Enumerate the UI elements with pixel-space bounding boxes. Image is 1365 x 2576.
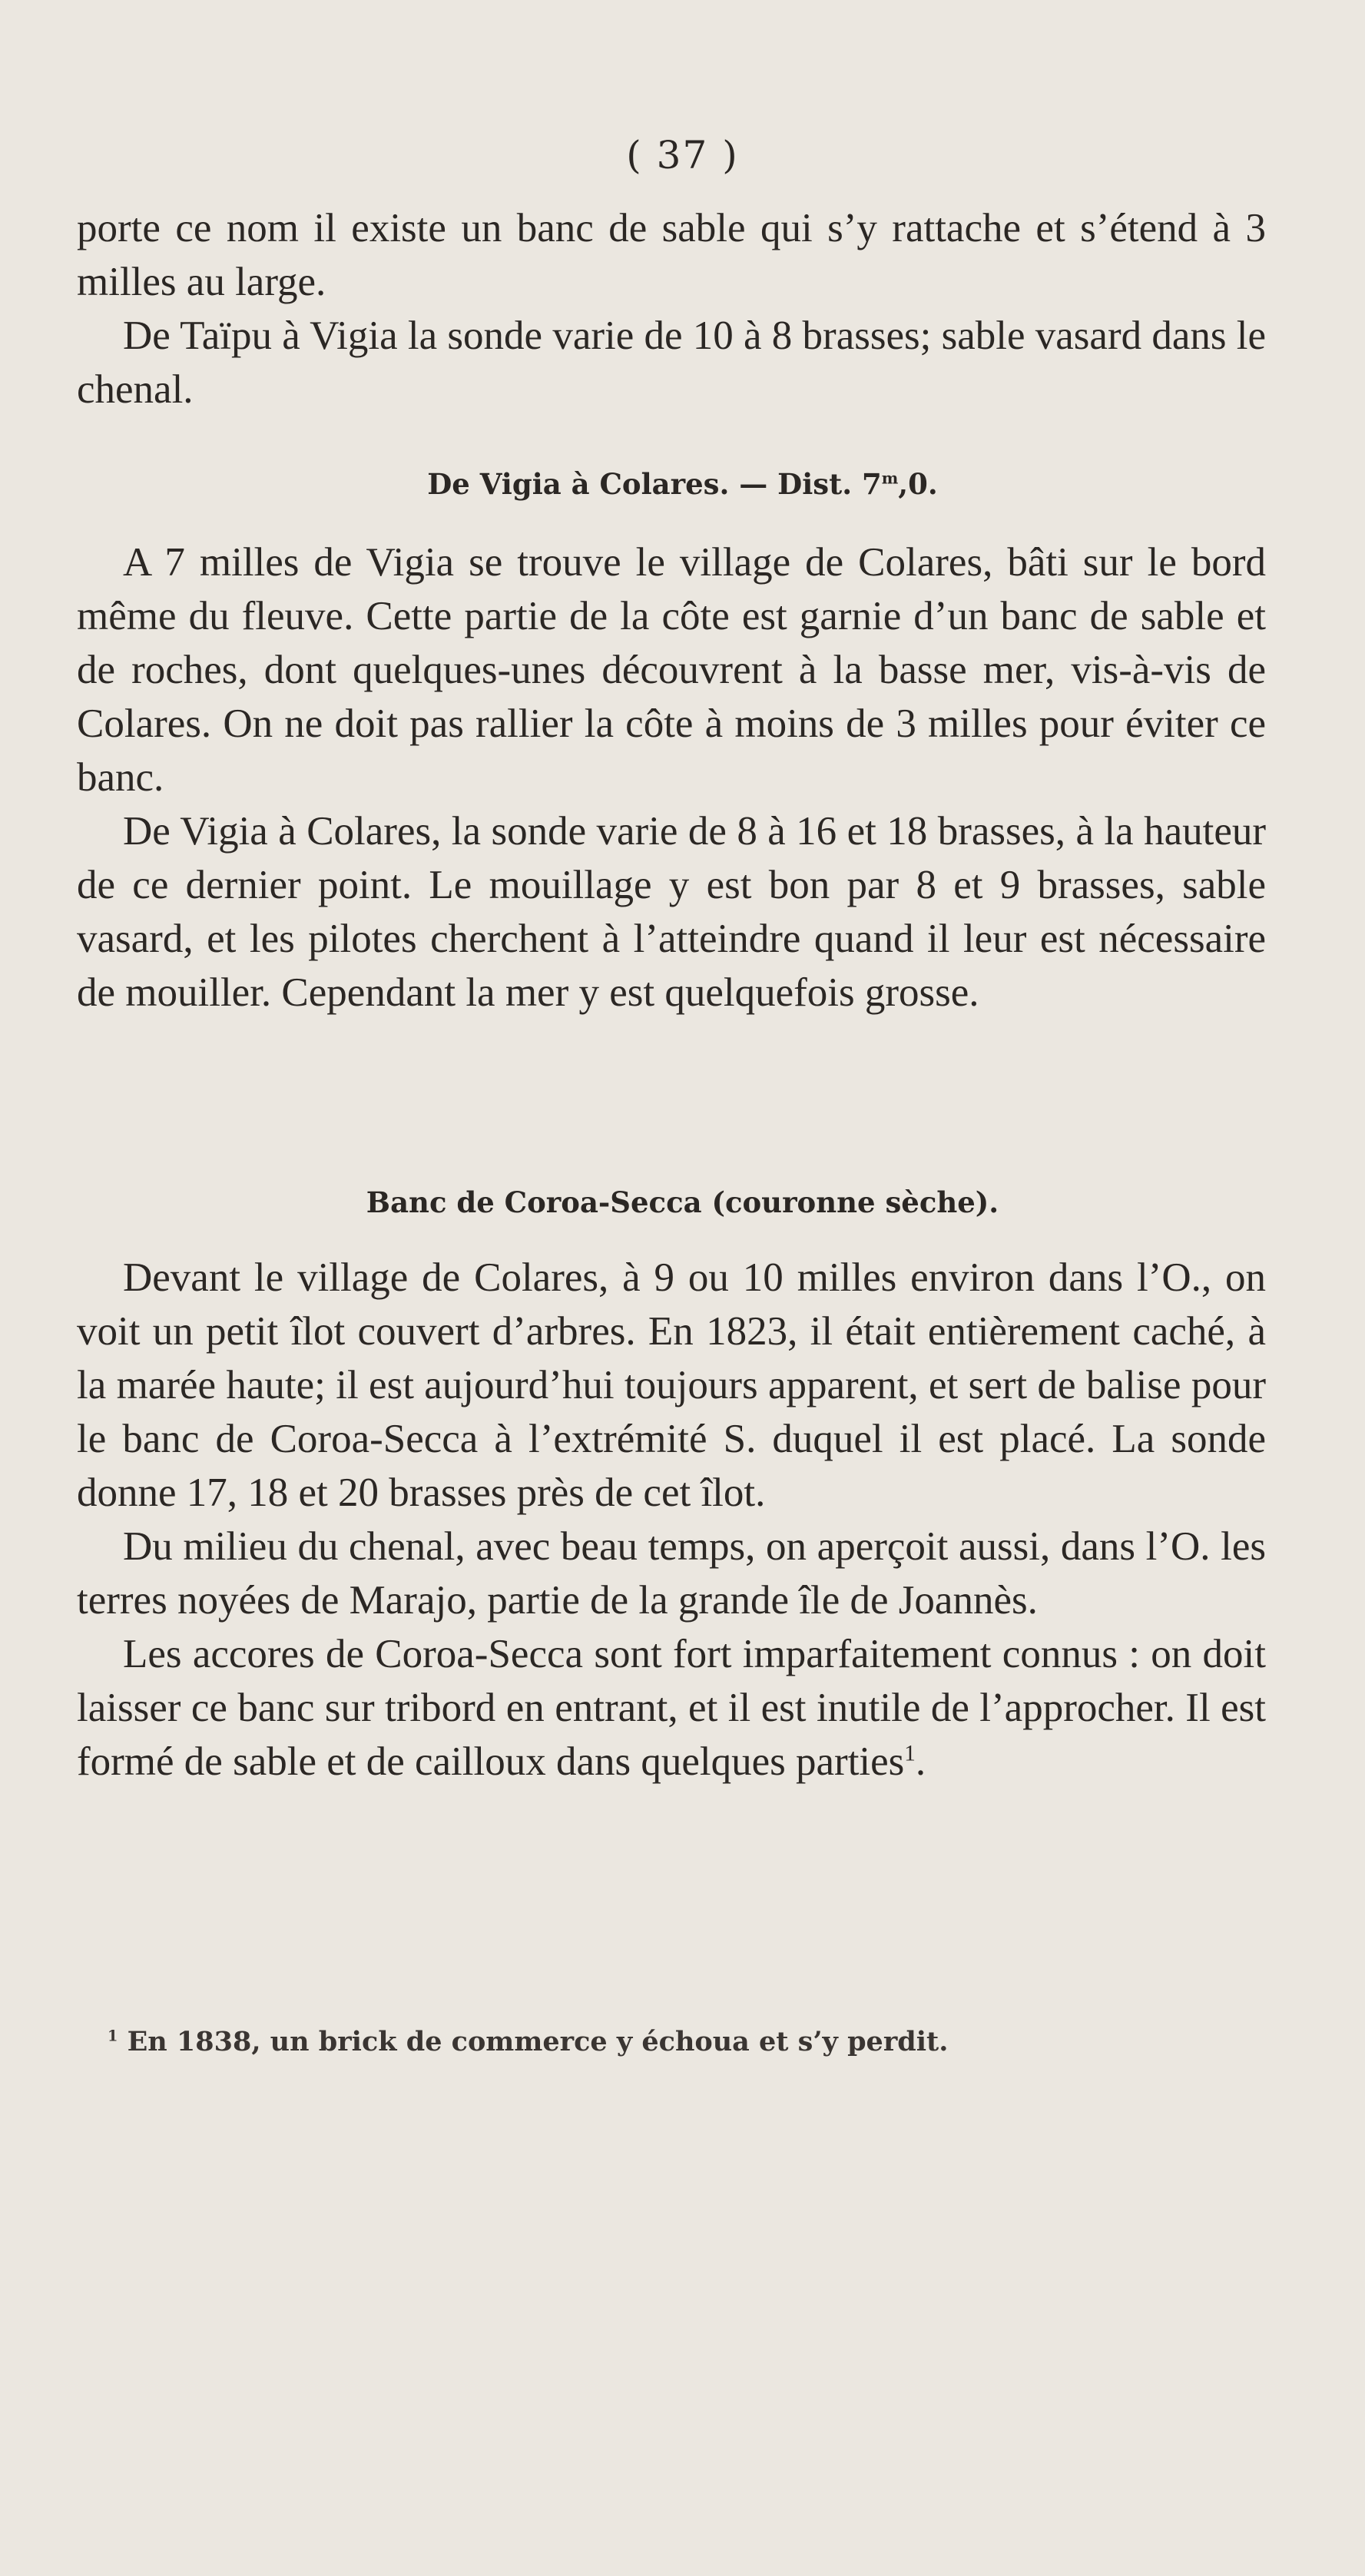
paragraph: Du milieu du chenal, avec beau temps, on aperçoit aussi, dans l’O. les terres noyées de Marajo, partie de la grande île de Joannès. [77,1524,1266,1623]
section-heading-text: De Vigia à Colares. — Dist. 7 [427,467,882,501]
page-number: ( 37 ) [626,133,739,177]
section-heading-suffix: ,0. [898,467,938,501]
opening-section [77,201,1266,416]
paragraph-end: . [915,1739,926,1784]
paragraph: De Taïpu à Vigia la sonde varie de 10 à 8 brasses; sable vasard dans le chenal. [77,313,1266,412]
paragraph-text: Les accores de Coroa-Secca sont fort imparfaitement connus : on doit laisser ce banc sur tribord en entrant, et il est inutile de l’approcher. Il est formé de sable et de cailloux dans quelques parties [77,1632,1266,1784]
paragraph: Devant le village de Colares, à 9 ou 10 milles environ dans l’O., on voit un petit îlot couvert d’arbres. En 1823, il était entièrement caché, à la marée haute; il est aujourd’hui toujours apparent, et sert de balise pour le banc de Coroa-Secca à l’extrémité S. duquel il est placé. La sonde donne 17, 18 et 20 brasses près de cet îlot. [77,1255,1266,1515]
paragraph [77,1627,1266,1789]
paragraph: porte ce nom il existe un banc de sable qui s’y rattache et s’étend à 3 milles au large. [77,206,1266,304]
section-heading: Banc de Coroa-Secca (couronne sèche). [366,1185,999,1219]
footnote [108,2023,1260,2061]
footnote-text: En 1838, un brick de commerce y échoua et s’y perdit. [127,2026,949,2057]
paragraph: De Vigia à Colares, la sonde varie de 8 à 16 et 18 brasses, à la hauteur de ce dernier point. Le mouillage y est bon par 8 et 9 brasses, sable vasard, et les pilotes cherchent à l’atteindre quand il leur est nécessaire de mouiller. Cependant la mer y est quelquefois grosse. [77,809,1266,1015]
footnote-marker: 1 [108,2027,118,2045]
unit-superscript: m [881,469,899,488]
section-heading [0,465,1365,503]
colares-section [77,535,1266,1019]
footnote-reference: 1 [904,1741,916,1766]
paragraph: A 7 milles de Vigia se trouve le village de Colares, bâti sur le bord même du fleuve. Cette partie de la côte est garnie d’un banc de sable et de roches, dont quelques-unes découvrent à la basse mer, vis-à-vis de Colares. On ne doit pas rallier la côte à moins de 3 milles pour éviter ce banc. [77,540,1266,800]
coroa-secca-section [77,1251,1266,1789]
